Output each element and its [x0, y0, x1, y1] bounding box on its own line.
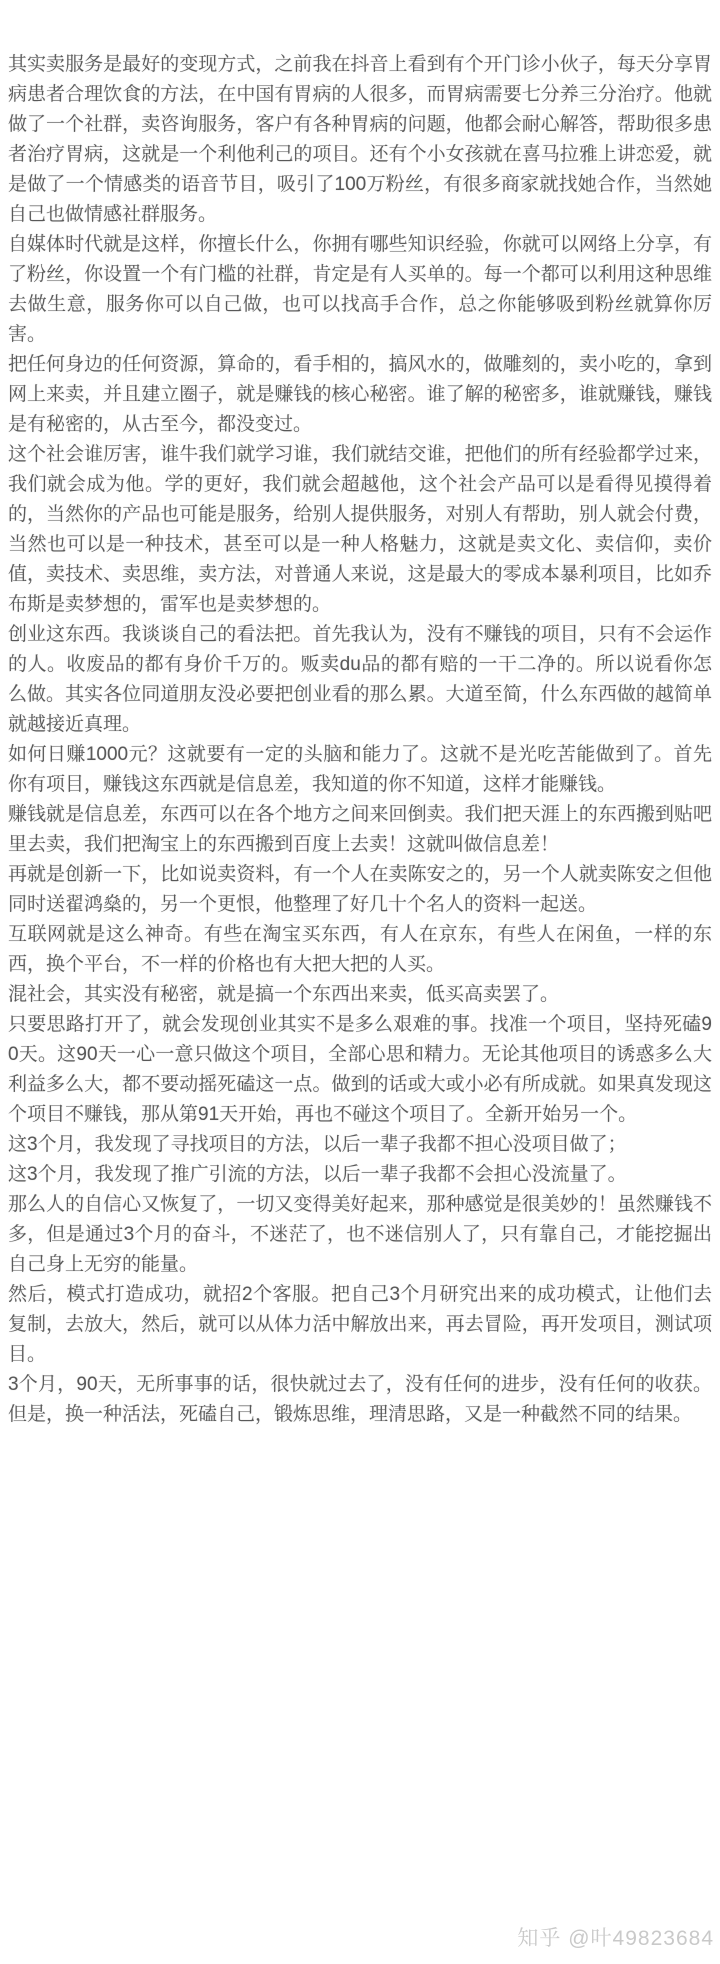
paragraph-3: 把任何身边的任何资源，算命的，看手相的，搞风水的，做雕刻的，卖小吃的，拿到网上来卖，并且建立圈子，就是赚钱的核心秘密。谁了解的秘密多，谁就赚钱，赚钱是有秘密的，从古至今，都没变过。	[8, 354, 712, 435]
paragraph-14: 那么人的自信心又恢复了，一切又变得美好起来，那种感觉是很美妙的！虽然赚钱不多，但是通过3个月的奋斗，不迷茫了，也不迷信别人了，只有靠自己，才能挖掘出自己身上无穷的能量。	[8, 1194, 712, 1275]
zhihu-watermark: 知乎 @叶49823684	[517, 1927, 714, 1950]
paragraph-11: 只要思路打开了，就会发现创业其实不是多么艰难的事。找准一个项目，坚持死磕90天。这90天一心一意只做这个项目，全部心思和精力。无论其他项目的诱惑多么大利益多么大，都不要动摇死磕这一点。做到的话或大或小必有所成就。如果真发现这个项目不赚钱，那从第91天开始，再也不碰这个项目了。全新开始另一个。	[8, 1014, 712, 1125]
paragraph-7: 赚钱就是信息差，东西可以在各个地方之间来回倒卖。我们把天涯上的东西搬到贴吧里去卖，我们把淘宝上的东西搬到百度上去卖！这就叫做信息差！	[8, 804, 712, 855]
paragraph-2: 自媒体时代就是这样，你擅长什么，你拥有哪些知识经验，你就可以网络上分享，有了粉丝，你设置一个有门槛的社群，肯定是有人买单的。每一个都可以利用这种思维去做生意，服务你可以自己做，也可以找高手合作，总之你能够吸到粉丝就算你厉害。	[8, 234, 712, 345]
paragraph-16: 3个月，90天，无所事事的话，很快就过去了，没有任何的进步，没有任何的收获。但是，换一种活法，死磕自己，锻炼思维，理清思路，又是一种截然不同的结果。	[8, 1374, 712, 1425]
paragraph-1: 其实卖服务是最好的变现方式，之前我在抖音上看到有个开门诊小伙子，每天分享胃病患者合理饮食的方法，在中国有胃病的人很多，而胃病需要七分养三分治疗。他就做了一个社群，卖咨询服务，客户有各种胃病的问题，他都会耐心解答，帮助很多患者治疗胃病，这就是一个利他利己的项目。还有个小女孩就在喜马拉雅上讲恋爱，就是做了一个情感类的语音节目，吸引了100万粉丝，有很多商家就找她合作，当然她自己也做情感社群服务。	[8, 54, 712, 225]
paragraph-4: 这个社会谁厉害，谁牛我们就学习谁，我们就结交谁，把他们的所有经验都学过来，我们就会成为他。学的更好，我们就会超越他，这个社会产品可以是看得见摸得着的，当然你的产品也可能是服务，给别人提供服务，对别人有帮助，别人就会付费，当然也可以是一种技术，甚至可以是一种人格魅力，这就是卖文化、卖信仰，卖价值，卖技术、卖思维，卖方法，对普通人来说，这是最大的零成本暴利项目，比如乔布斯是卖梦想的，雷军也是卖梦想的。	[8, 444, 712, 615]
paragraph-10: 混社会，其实没有秘密，就是搞一个东西出来卖，低买高卖罢了。	[8, 984, 560, 1005]
paragraph-15: 然后，模式打造成功，就招2个客服。把自己3个月研究出来的成功模式，让他们去复制，去放大，然后，就可以从体力活中解放出来，再去冒险，再开发项目，测试项目。	[8, 1284, 712, 1365]
paragraph-13: 这3个月，我发现了推广引流的方法，以后一辈子我都不会担心没流量了。	[8, 1164, 627, 1185]
paragraph-9: 互联网就是这么神奇。有些在淘宝买东西，有人在京东，有些人在闲鱼，一样的东西，换个平台，不一样的价格也有大把大把的人买。	[8, 924, 712, 975]
paragraph-5: 创业这东西。我谈谈自己的看法把。首先我认为，没有不赚钱的项目，只有不会运作的人。收废品的都有身价千万的。贩卖du品的都有赔的一干二净的。所以说看你怎么做。其实各位同道朋友没必要把创业看的那么累。大道至简，什么东西做的越简单就越接近真理。	[8, 624, 712, 735]
paragraph-6: 如何日赚1000元？这就要有一定的头脑和能力了。这就不是光吃苦能做到了。首先你有项目，赚钱这东西就是信息差，我知道的你不知道，这样才能赚钱。	[8, 744, 712, 795]
paragraph-8: 再就是创新一下，比如说卖资料，有一个人在卖陈安之的，另一个人就卖陈安之但他同时送翟鸿燊的，另一个更恨，他整理了好几十个名人的资料一起送。	[8, 864, 712, 915]
paragraph-12: 这3个月，我发现了寻找项目的方法，以后一辈子我都不担心没项目做了；	[8, 1134, 627, 1155]
